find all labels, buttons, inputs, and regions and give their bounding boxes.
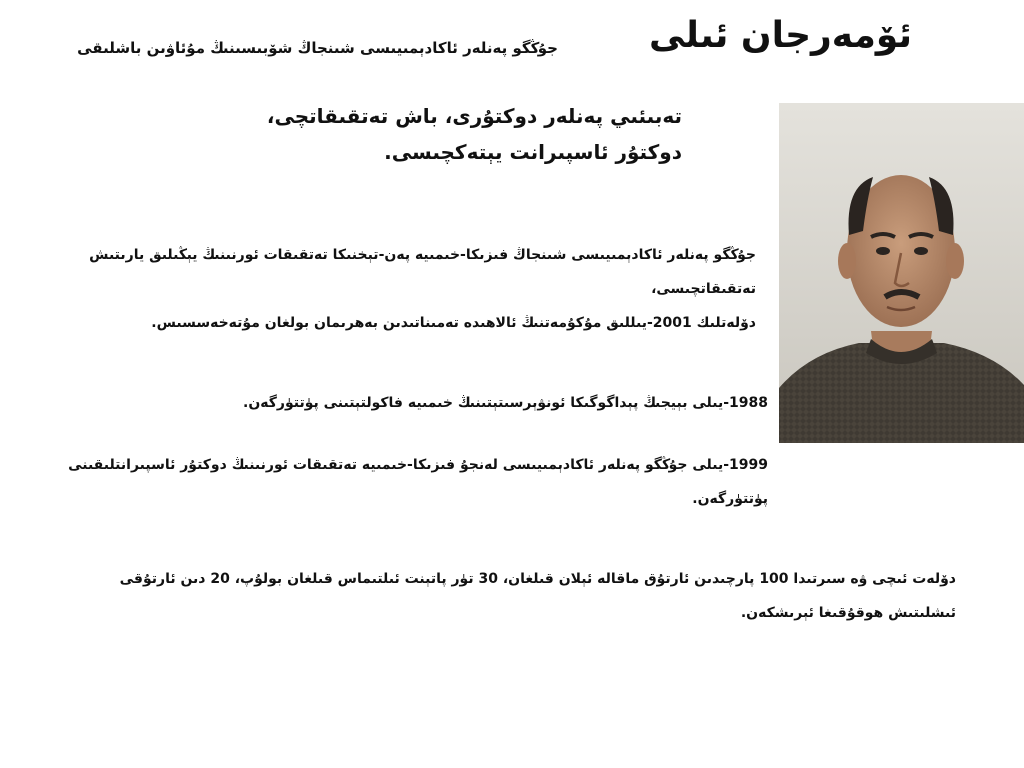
education-1988-paragraph: 1988-يىلى بېيجىڭ پېداگوگىكا ئونۋېرسىتېتىنىڭ خىمىيە فاكولتېتىنى پۈتتۈرگەن. (243, 395, 768, 411)
current-position-paragraph (66, 238, 756, 340)
academic-rank-line: تەبىئىي پەنلەر دوكتۇرى، باش تەتقىقاتچى، (266, 104, 682, 128)
position-line: جۇڭگو پەنلەر ئاكادېمىيىسى شىنجاڭ فىزىكا-خىمىيە پەن-تېخنىكا تەتقىقات ئورنىنىڭ يېڭىلىق يارىتىش تەتقىقاتچىسى، (89, 247, 756, 297)
academic-rank-line: دوكتۇر ئاسپىرانت يېتەكچىسى. (384, 140, 682, 164)
achievements-paragraph: دۆلەت ئىچى ۋە سىرتىدا 100 پارچىدىن ئارتۇق ماقالە ئېلان قىلغان، 30 تۈر پاتېنت ئىلتىماس قىلغان بولۇپ، 20 دىن ئارتۇقى ئىشلىتىش هوقۇقىغا ئېرىشكەن. (119, 571, 956, 621)
academic-rank (162, 98, 682, 170)
portrait-photo (779, 103, 1024, 443)
education-1999-paragraph: 1999-يىلى جۇڭگو پەنلەر ئاكادېمىيىسى لەنجۇ فىزىكا-خىمىيە تەتقىقات ئورنىنىڭ دوكتۇر ئاسپىرانتلىقىنى پۈتتۈرگەن. (68, 457, 768, 507)
position-line: دۆلەتلىك 2001-يىللىق مۇكۇمەتنىڭ ئالاھىدە تەمىناتىدىن بەھرىمان بولغان مۇتەخەسسىس. (151, 315, 756, 331)
slide-title: ئۆمەرجان ئىلى (649, 15, 912, 56)
slide-subtitle: جۇڭگو پەنلەر ئاكادېمىيىسى شىنجاڭ شۆبىسىنىڭ مۇئاۋىن باشلىقى (77, 39, 558, 57)
